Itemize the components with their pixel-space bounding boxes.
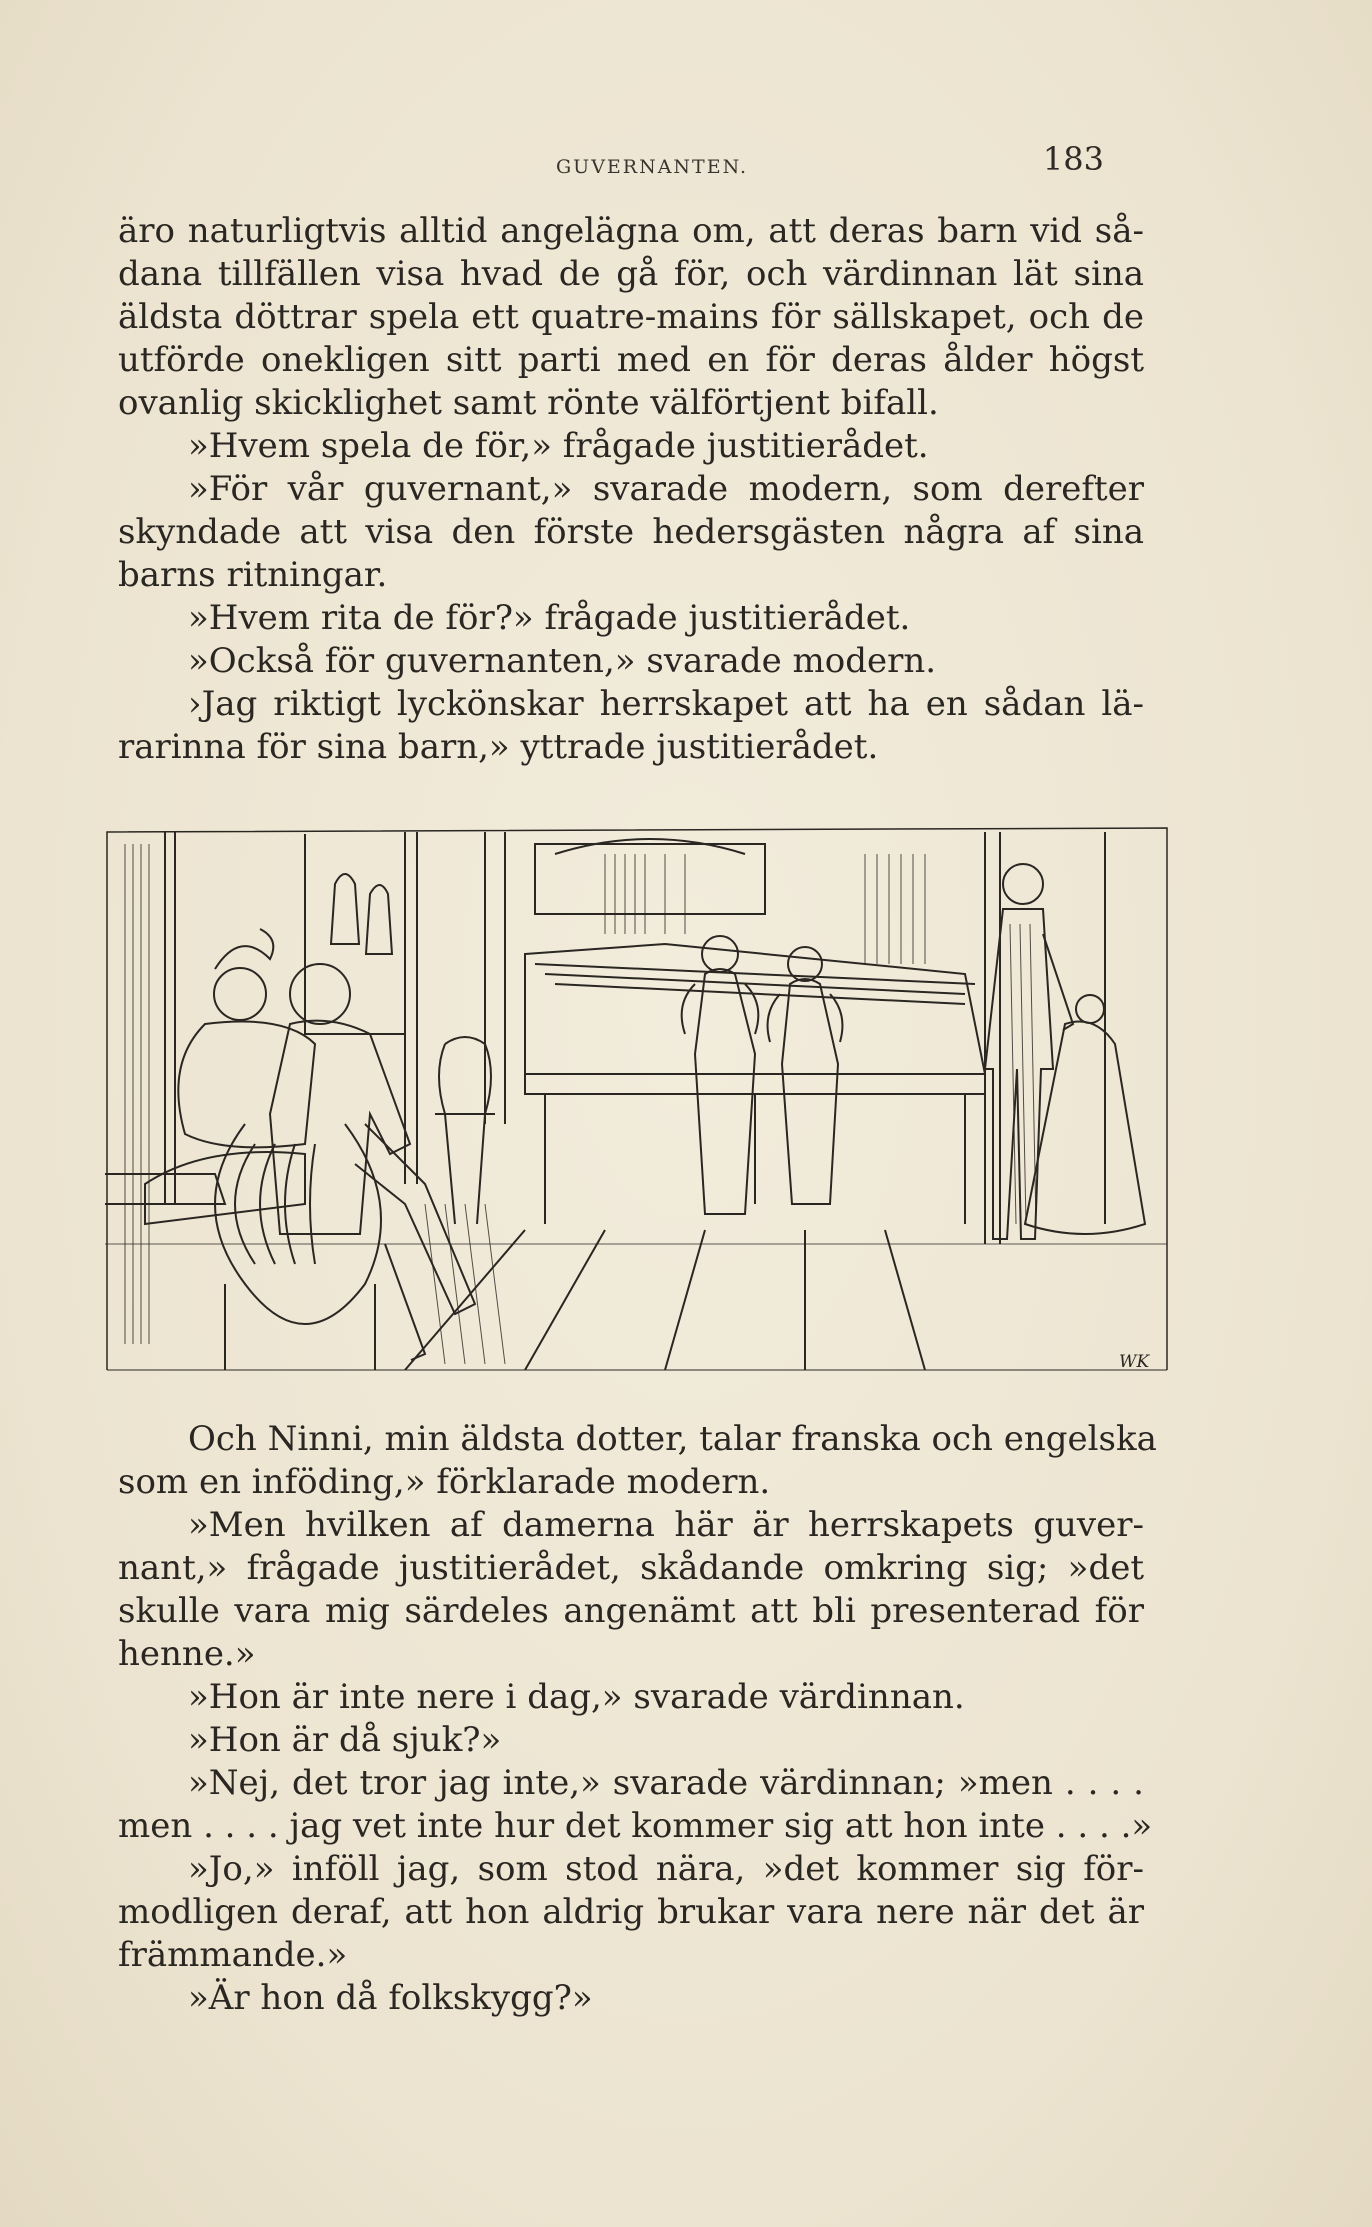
illustration-drawing <box>105 824 1171 1372</box>
text-line: »Hon är då sjuk?» <box>188 1720 502 1760</box>
text-line: skyndade att visa den förste hedersgästen några af sina <box>118 512 1144 552</box>
running-head <box>118 140 1144 190</box>
text-line: »Jo,» inföll jag, som stod nära, »det kommer sig för- <box>188 1849 1144 1889</box>
text-line: äro naturligtvis alltid angelägna om, att deras barn vid så- <box>118 211 1144 251</box>
running-title: GUVERNANTEN. <box>556 156 749 178</box>
text-line: »Är hon då folkskygg?» <box>188 1978 593 2018</box>
text-block-top <box>118 210 1144 769</box>
text-line: äldsta döttrar spela ett quatre-mains för sällskapet, och de <box>118 297 1144 337</box>
text-line: men . . . . jag vet inte hur det kommer sig att hon inte . . . .» <box>118 1806 1153 1846</box>
text-line: dana tillfällen visa hvad de gå för, och värdinnan lät sina <box>118 254 1144 294</box>
text-line: som en inföding,» förklarade modern. <box>118 1462 771 1502</box>
text-line: Och Ninni, min äldsta dotter, talar franska och engelska <box>188 1419 1157 1459</box>
text-line: »Nej, det tror jag inte,» svarade värdinnan; »men . . . . <box>188 1763 1144 1803</box>
text-line: »Men hvilken af damerna här är herrskapets guver- <box>188 1505 1144 1545</box>
text-line: nant,» frågade justitierådet, skådande omkring sig; »det <box>118 1548 1144 1588</box>
text-line: främmande.» <box>118 1935 348 1975</box>
text-line: »Hvem rita de för?» frågade justitierådet. <box>188 598 911 638</box>
text-line: rarinna för sina barn,» yttrade justitierådet. <box>118 727 879 767</box>
text-block-bottom <box>118 1418 1157 2020</box>
text-line: barns ritningar. <box>118 555 388 595</box>
text-line: skulle vara mig särdeles angenämt att bli presenterad för <box>118 1591 1144 1631</box>
salon-illustration <box>105 824 1171 1372</box>
page-number: 183 <box>1042 140 1104 178</box>
text-line: henne.» <box>118 1634 256 1674</box>
text-line: ovanlig skicklighet samt rönte välförtjent bifall. <box>118 383 939 423</box>
text-line: »För vår guvernant,» svarade modern, som derefter <box>188 469 1144 509</box>
text-line: »Hvem spela de för,» frågade justitierådet. <box>188 426 929 466</box>
text-line: »Också för guvernanten,» svarade modern. <box>188 641 937 681</box>
text-line: ›Jag riktigt lyckönskar herrskapet att ha en sådan lä- <box>188 684 1144 724</box>
text-line: »Hon är inte nere i dag,» svarade värdinnan. <box>188 1677 965 1717</box>
text-line: modligen deraf, att hon aldrig brukar vara nere när det är <box>118 1892 1144 1932</box>
text-line: utförde onekligen sitt parti med en för deras ålder högst <box>118 340 1144 380</box>
illustrator-signature: WK <box>1119 1352 1150 1372</box>
